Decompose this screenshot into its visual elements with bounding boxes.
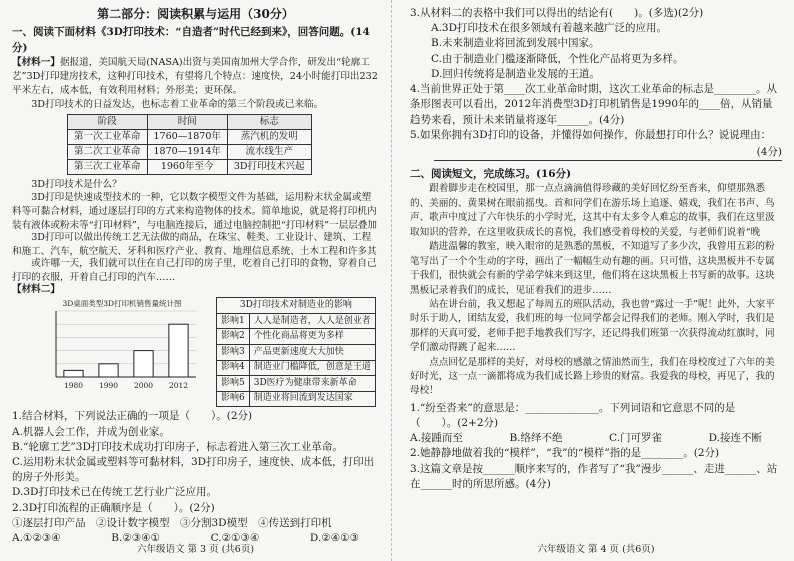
material-1-label: 【材料一】 <box>12 56 60 68</box>
impact-value: 3D医疗为健康带来新革命 <box>249 376 375 392</box>
era-cell: 蒸汽机的发明 <box>227 130 311 145</box>
question-4: 4.当前世界正处于第____次工业革命时期，这次工业革命的标志是________。从条形图表可以看出，2012年消费型3D打印机销售是1990年的____倍，从销量趋势来看，预计未来销量将逐年______。(4分) <box>410 83 778 126</box>
section-title: 第二部分：阅读积累与运用（30分） <box>97 7 294 21</box>
era-cell: 第二次工业革命 <box>68 144 148 159</box>
reading-passage <box>410 182 782 398</box>
page-4-footer: 六年级语文 第 4 页 (共6页) <box>537 544 655 556</box>
passage-para-4: 点点回忆是那样的美好，对母校的感激之情油然而生，我们在母校度过了六年的美好时光，这一点一滴都将成为我们成长路上珍贵的财富。我爱我的母校，再见了，我的母校！ <box>410 356 775 397</box>
impact-key: 影响5 <box>217 376 250 392</box>
q1-2-steps: ①逐层打印产品 ②设计数字模型 ③分割3D模型 ④传送到打印机 <box>12 516 332 529</box>
question-2-heading: 二、阅读短文，完成练习。(16分) <box>410 168 572 181</box>
q5-score: (4分) <box>756 145 782 158</box>
q2-1-option-c[interactable]: C.门可罗雀 <box>609 432 663 445</box>
para-a: 3D打印是快速成型技术的一种，它以数字模型文件为基础，运用粉末状金属或塑料等可黏合材料，通过逐层打印的方式来构造物体的技术。简单地说，就是将打印机内装有液体或粉末等“打印材料”，与电脑连接后，通过电脑控制把“打印材料”一层层叠加 <box>12 192 377 232</box>
impact-value: 制造业将回流到发达国家 <box>249 391 375 407</box>
impact-table <box>216 297 376 407</box>
era-cell: 1870—1914年 <box>147 144 227 159</box>
q1-1-option-b[interactable]: B.“轮廓工艺”3D打印技术成功打印房子，标志着进入第三次工业革命。 <box>12 440 343 453</box>
question-1-2: 2.3D打印流程的正确顺序是（ ）。(2分) <box>12 501 215 514</box>
era-cell: 流水线生产 <box>227 144 311 159</box>
impact-value: 制造业门槛降低，创意是王道 <box>249 360 375 376</box>
q1-1-option-c[interactable]: C.运用粉末状金属或塑料等可黏材料，3D打印房子，速度快、成本低，打印出的房子外形美。 <box>12 455 375 484</box>
q2-1-options <box>410 431 782 446</box>
q3-option-b[interactable]: B.未来制造业将回流到发展中国家。 <box>431 37 600 50</box>
sales-chart <box>42 297 202 407</box>
era-cell: 3D打印技术兴起 <box>227 159 311 174</box>
era-cell: 第一次工业革命 <box>68 130 148 145</box>
table-row <box>68 144 312 159</box>
q3-option-d[interactable]: D.回归传统将是制造业发展的王道。 <box>431 67 600 80</box>
era-cell: 第三次工业革命 <box>68 159 148 174</box>
table-row <box>68 130 312 145</box>
q2-1-option-b[interactable]: B.络绎不绝 <box>509 432 563 445</box>
q2-1-option-a[interactable]: A.接踵而至 <box>410 432 463 445</box>
table-row <box>217 391 376 407</box>
chart-title: 3D桌面类型3D打印机销售量统计图 <box>62 299 182 309</box>
x-tick-label: 2000 <box>133 381 154 391</box>
q1-2-option-c[interactable]: C.②①③④ <box>210 532 260 545</box>
page-3 <box>0 0 392 561</box>
q1-2-option-d[interactable]: D.②④①③ <box>309 532 359 545</box>
era-header-mark: 标志 <box>227 115 311 130</box>
impact-key: 影响6 <box>217 391 250 407</box>
material-1-text: 据报道，美国航天局(NASA)出资与美国南加州大学合作，研发出“轮廓工艺”3D打印建房技术，这种打印技术，有望将几个特点：速度快，24小时能打印出232平米左右，成本低，有效利用材料；外形美；更环保。 <box>12 56 378 96</box>
x-tick-label: 1980 <box>63 381 84 391</box>
q1-2-option-a[interactable]: A.①②③④ <box>12 532 61 545</box>
era-cell: 1960年至今 <box>147 159 227 174</box>
era-cell: 1760—1870年 <box>147 130 227 145</box>
impact-value: 个性化商品将更为多样 <box>249 329 375 345</box>
impact-value: 人人是制造者，人人是创业者 <box>249 313 375 329</box>
impact-header: 3D打印技术对制造业的影响 <box>217 298 376 314</box>
era-header-time: 时间 <box>147 115 227 130</box>
impact-key: 影响2 <box>217 329 250 345</box>
table-row <box>217 329 376 345</box>
x-tick-label: 2012 <box>168 381 189 391</box>
question-5: 5.如果你拥有3D打印的设备，并懂得如何操作，你最想打印什么？说说理由： <box>410 128 772 141</box>
passage-para-3: 站在讲台前，我又想起了每周五的班队活动，我也曾“露过一手”呢！此外，大家平时乐于助人，团结友爱，我们班的每一位同学都会记得我们的老师。刚入学时，我们是那样的天真可爱，老师手把手地教我们写字，还记得我们班第一次获得流动红旗时，同学们激动得跳了起来…… <box>410 298 775 354</box>
q1-1-option-a[interactable]: A.机器人会工作，并成为创业家。 <box>12 425 170 438</box>
para-c: 或许哪一天，我们就可以住在自己打印的房子里，吃着自己打印的食物，穿着自己打印的衣服，开着自己打印的汽车…… <box>12 258 377 284</box>
impact-key: 影响3 <box>217 345 250 361</box>
q2-1-option-d[interactable]: D.接连不断 <box>708 432 762 445</box>
material-2 <box>42 297 379 407</box>
table-row <box>217 313 376 329</box>
question-1-heading: 一、阅读下面材料《3D打印技术：“自造者”时代已经到来》，回答问题。(14分) <box>12 26 370 54</box>
era-table <box>67 114 312 174</box>
table-row <box>217 360 376 376</box>
material-2-label: 【材料二】 <box>12 284 60 296</box>
material-1-line2: 3D打印技术的日益发达，也标志着工业革命的第三个阶段或已来临。 <box>31 98 324 110</box>
sales-chart-svg <box>42 297 202 391</box>
passage-para-2: 踏进温馨的教室，映入眼帘的是熟悉的黑板，不知道写了多少次，我曾用五彩的粉笔写出了一个个生动的字母，画出了一幅幅生动有趣的画。只可惜，这块黑板并不专属于我们，很快就会有新的学弟学妹来到这里，他们将在这块黑板上书写新的故事。这块黑板记录着我们的成长，见证着我们的进步…… <box>410 241 775 296</box>
chart-bar <box>64 371 83 378</box>
question-2-2: 2.她静静地做着我的“模样”，“我”的“模样”指的是________。(2分) <box>410 447 720 460</box>
question-2-1: 1.“纷至沓来”的意思是：______________。下列词语和它意思不同的是（ ）。(2+2分) <box>410 401 736 429</box>
chart-bar <box>134 351 153 377</box>
q3-option-a[interactable]: A.3D打印技术在很多领域有着越来越广泛的应用。 <box>431 22 668 35</box>
passage-para-1: 跟着脚步走在校园里，那一点点滴滴值得珍藏的美好回忆纷至沓来，仰望那熟悉的、美丽的、黄果树在眼前摇曳。首和同学们在游乐场上追逐、嬉戏，我们在书声、鸟声、歌声中度过了六年快乐的小学时光，这其中有太多令人难忘的故事，我们在这里汲取知识的营养，在这里收获成长的喜悦，我们感受着母校的关爱，与老师们说着“晚 <box>410 183 775 238</box>
era-header-stage: 阶段 <box>68 115 148 130</box>
question-3: 3.从材料二的表格中我们可以得出的结论有( )。(多选)(2分) <box>410 7 704 19</box>
para-b: 3D打印可以做出传统工艺无法做的商品，在珠宝、鞋类、工业设计、建筑、工程和施工、汽车，航空航天、牙科和医疗产业、教育、地理信息系统、土木工程和许多其 <box>12 232 377 258</box>
impact-value: 产品更新速度大大加快 <box>249 345 375 361</box>
q3-option-c[interactable]: C.由于制造业门槛逐渐降低，个性化产品将更为多样。 <box>431 52 684 65</box>
impact-key: 影响4 <box>217 360 250 376</box>
chart-bar <box>169 325 188 378</box>
table-row <box>217 345 376 361</box>
table-row <box>217 376 376 392</box>
question-2-3: 3.这篇文章是按______顺序来写的，作者写了“我”漫步______、走进______、站在______时的所思所感。(4分) <box>410 462 778 490</box>
question-1-1: 1.结合材料，下列说法正确的一项是（ ）。(2分) <box>12 410 253 423</box>
q1-2-option-b[interactable]: B.②③④① <box>111 532 160 545</box>
page-4 <box>398 0 794 561</box>
x-tick-label: 1990 <box>98 381 119 391</box>
para-what: 3D打印技术是什么？ <box>31 178 122 190</box>
q1-1-option-d[interactable]: D.3D打印技术已在传统工艺行业广泛应用。 <box>12 486 217 499</box>
q5-answer-line[interactable] <box>434 145 782 161</box>
impact-key: 影响1 <box>217 313 250 329</box>
page-3-footer: 六年级语文 第 3 页 (共6页) <box>136 544 255 556</box>
table-row <box>68 159 312 174</box>
chart-bar <box>99 364 118 377</box>
